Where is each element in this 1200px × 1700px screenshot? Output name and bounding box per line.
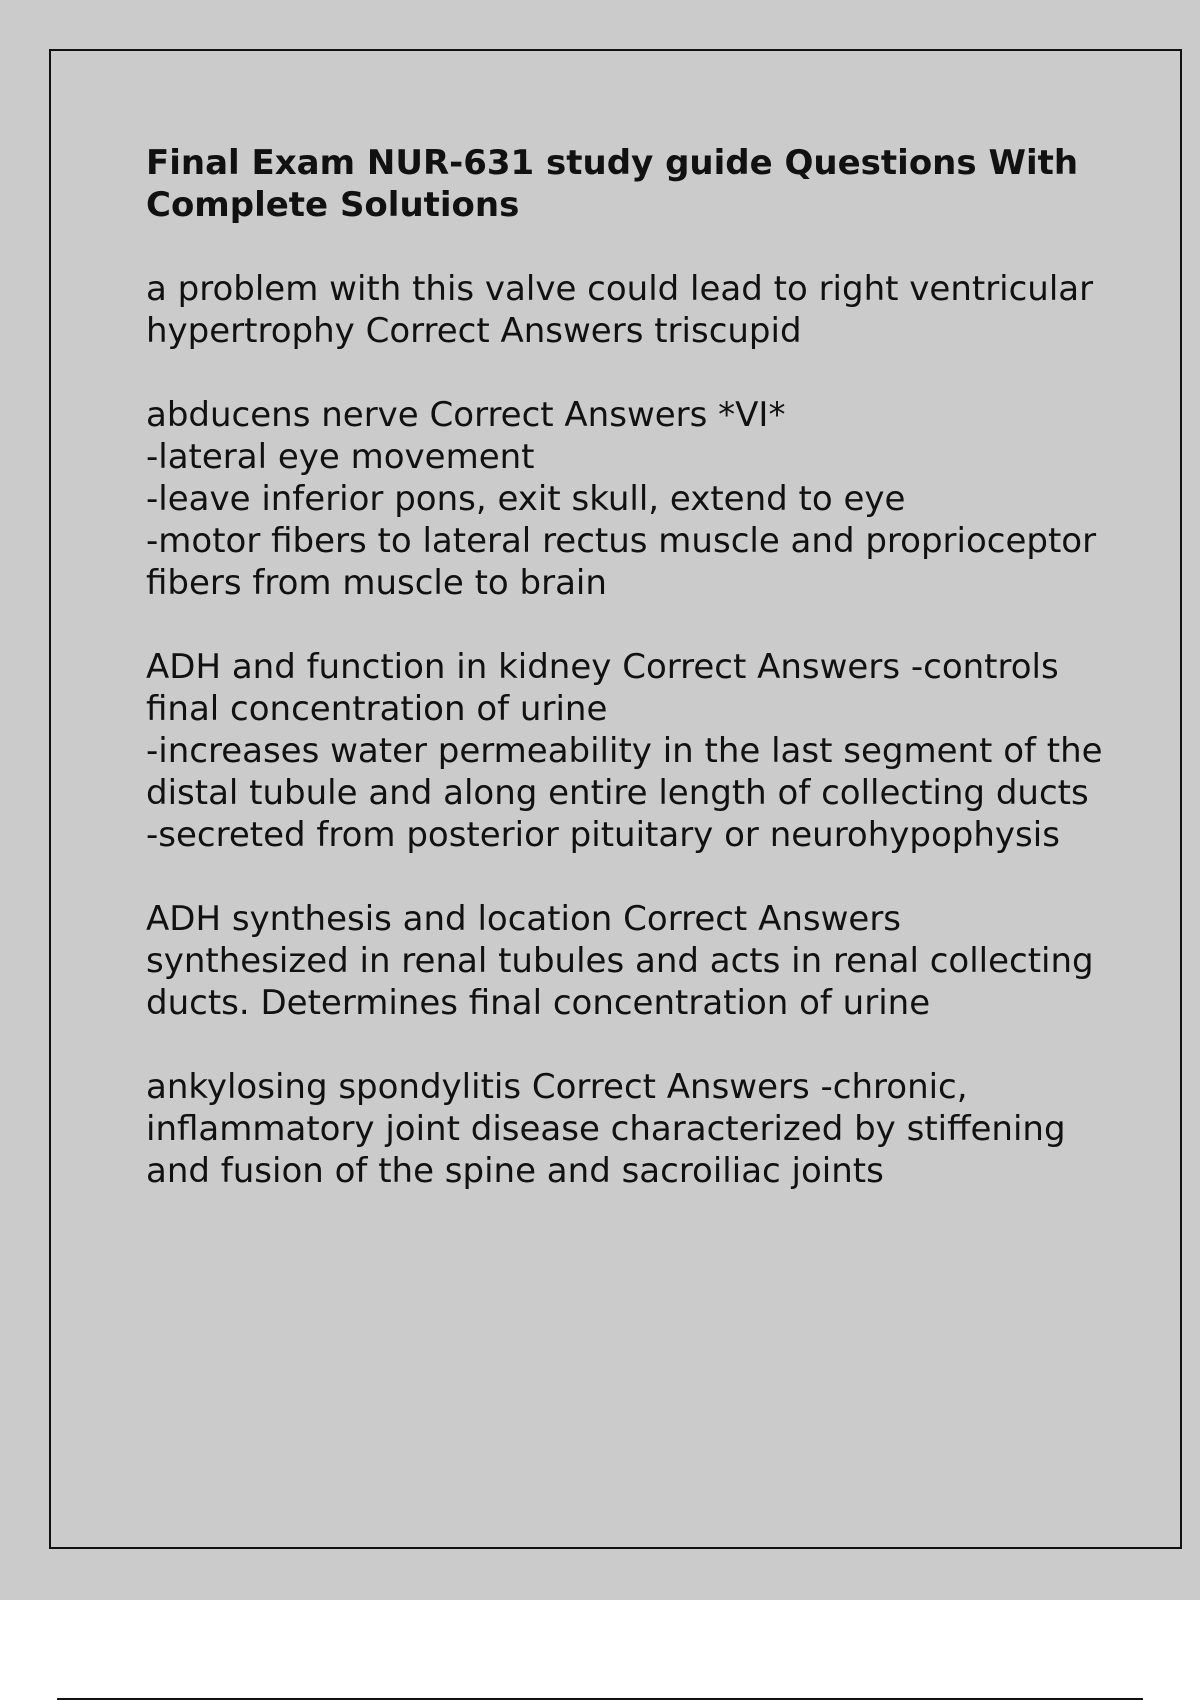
qa-entry-tricuspid-valve: a problem with this valve could lead to right ventricular hypertrophy Correct Answers triscupid <box>146 269 1094 351</box>
qa-entry-abducens-nerve: abducens nerve Correct Answers *VI* -lateral eye movement -leave inferior pons, exit skull, extend to eye -motor fibers to lateral rectus muscle and proprioceptor fibers from muscle to brain <box>146 395 1097 603</box>
qa-entry-adh-function: ADH and function in kidney Correct Answers -controls final concentration of urine -increases water permeability in the last segment of the distal tubule and along entire length of collecting ducts -secreted from posterior pituitary or neurohypophysis <box>146 647 1103 855</box>
document-title: Final Exam NUR-631 study guide Questions With Complete Solutions <box>146 143 1079 225</box>
document-content <box>146 142 1106 1234</box>
qa-entry-adh-synthesis: ADH synthesis and location Correct Answers synthesized in renal tubules and acts in renal collecting ducts. Determines final concentration of urine <box>146 899 1094 1023</box>
qa-entry-ankylosing-spondylitis: ankylosing spondylitis Correct Answers -chronic, inflammatory joint disease characterized by stiffening and fusion of the spine and sacroiliac joints <box>146 1067 1066 1191</box>
